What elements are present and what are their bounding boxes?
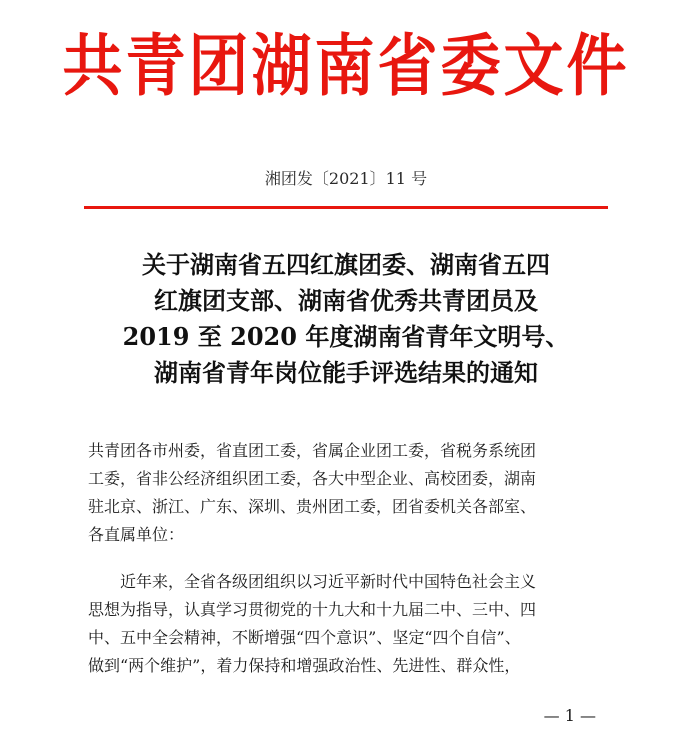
addressee-line: 工委，省非公经济组织团工委，各大中型企业、高校团委，湖南 [88, 469, 537, 488]
body-paragraph [88, 568, 608, 680]
body-line: 做到“两个维护”，着力保持和增强政治性、先进性、群众性， [88, 656, 521, 675]
title-line: 关于湖南省五四红旗团委、湖南省五四 [142, 250, 550, 279]
title-line: 2019 至 2020 年度湖南省青年文明号、 [122, 322, 570, 351]
body-line: 中、五中全会精神，不断增强“四个意识”、坚定“四个自信”、 [88, 628, 521, 647]
addressee-line: 各直属单位： [88, 525, 185, 544]
addressee-block [88, 437, 608, 549]
red-separator-line [84, 206, 608, 209]
body-line: 近年来，全省各级团组织以习近平新时代中国特色社会主义 [120, 572, 537, 591]
title-line: 湖南省青年岗位能手评选结果的通知 [154, 358, 538, 387]
body-line: 思想为指导，认真学习贯彻党的十九大和十九届二中、三中、四 [88, 600, 537, 619]
document-title [60, 247, 632, 391]
document-masthead: 共青团湖南省委文件 [62, 27, 630, 107]
addressee-line: 共青团各市州委，省直团工委，省属企业团工委，省税务系统团 [88, 441, 537, 460]
document-number: 湘团发〔2021〕11 号 [264, 169, 428, 188]
addressee-line: 驻北京、浙江、广东、深圳、贵州团工委，团省委机关各部室、 [88, 497, 537, 516]
title-line: 红旗团支部、湖南省优秀共青团员及 [154, 286, 538, 315]
page-number: — 1 — [543, 706, 596, 725]
